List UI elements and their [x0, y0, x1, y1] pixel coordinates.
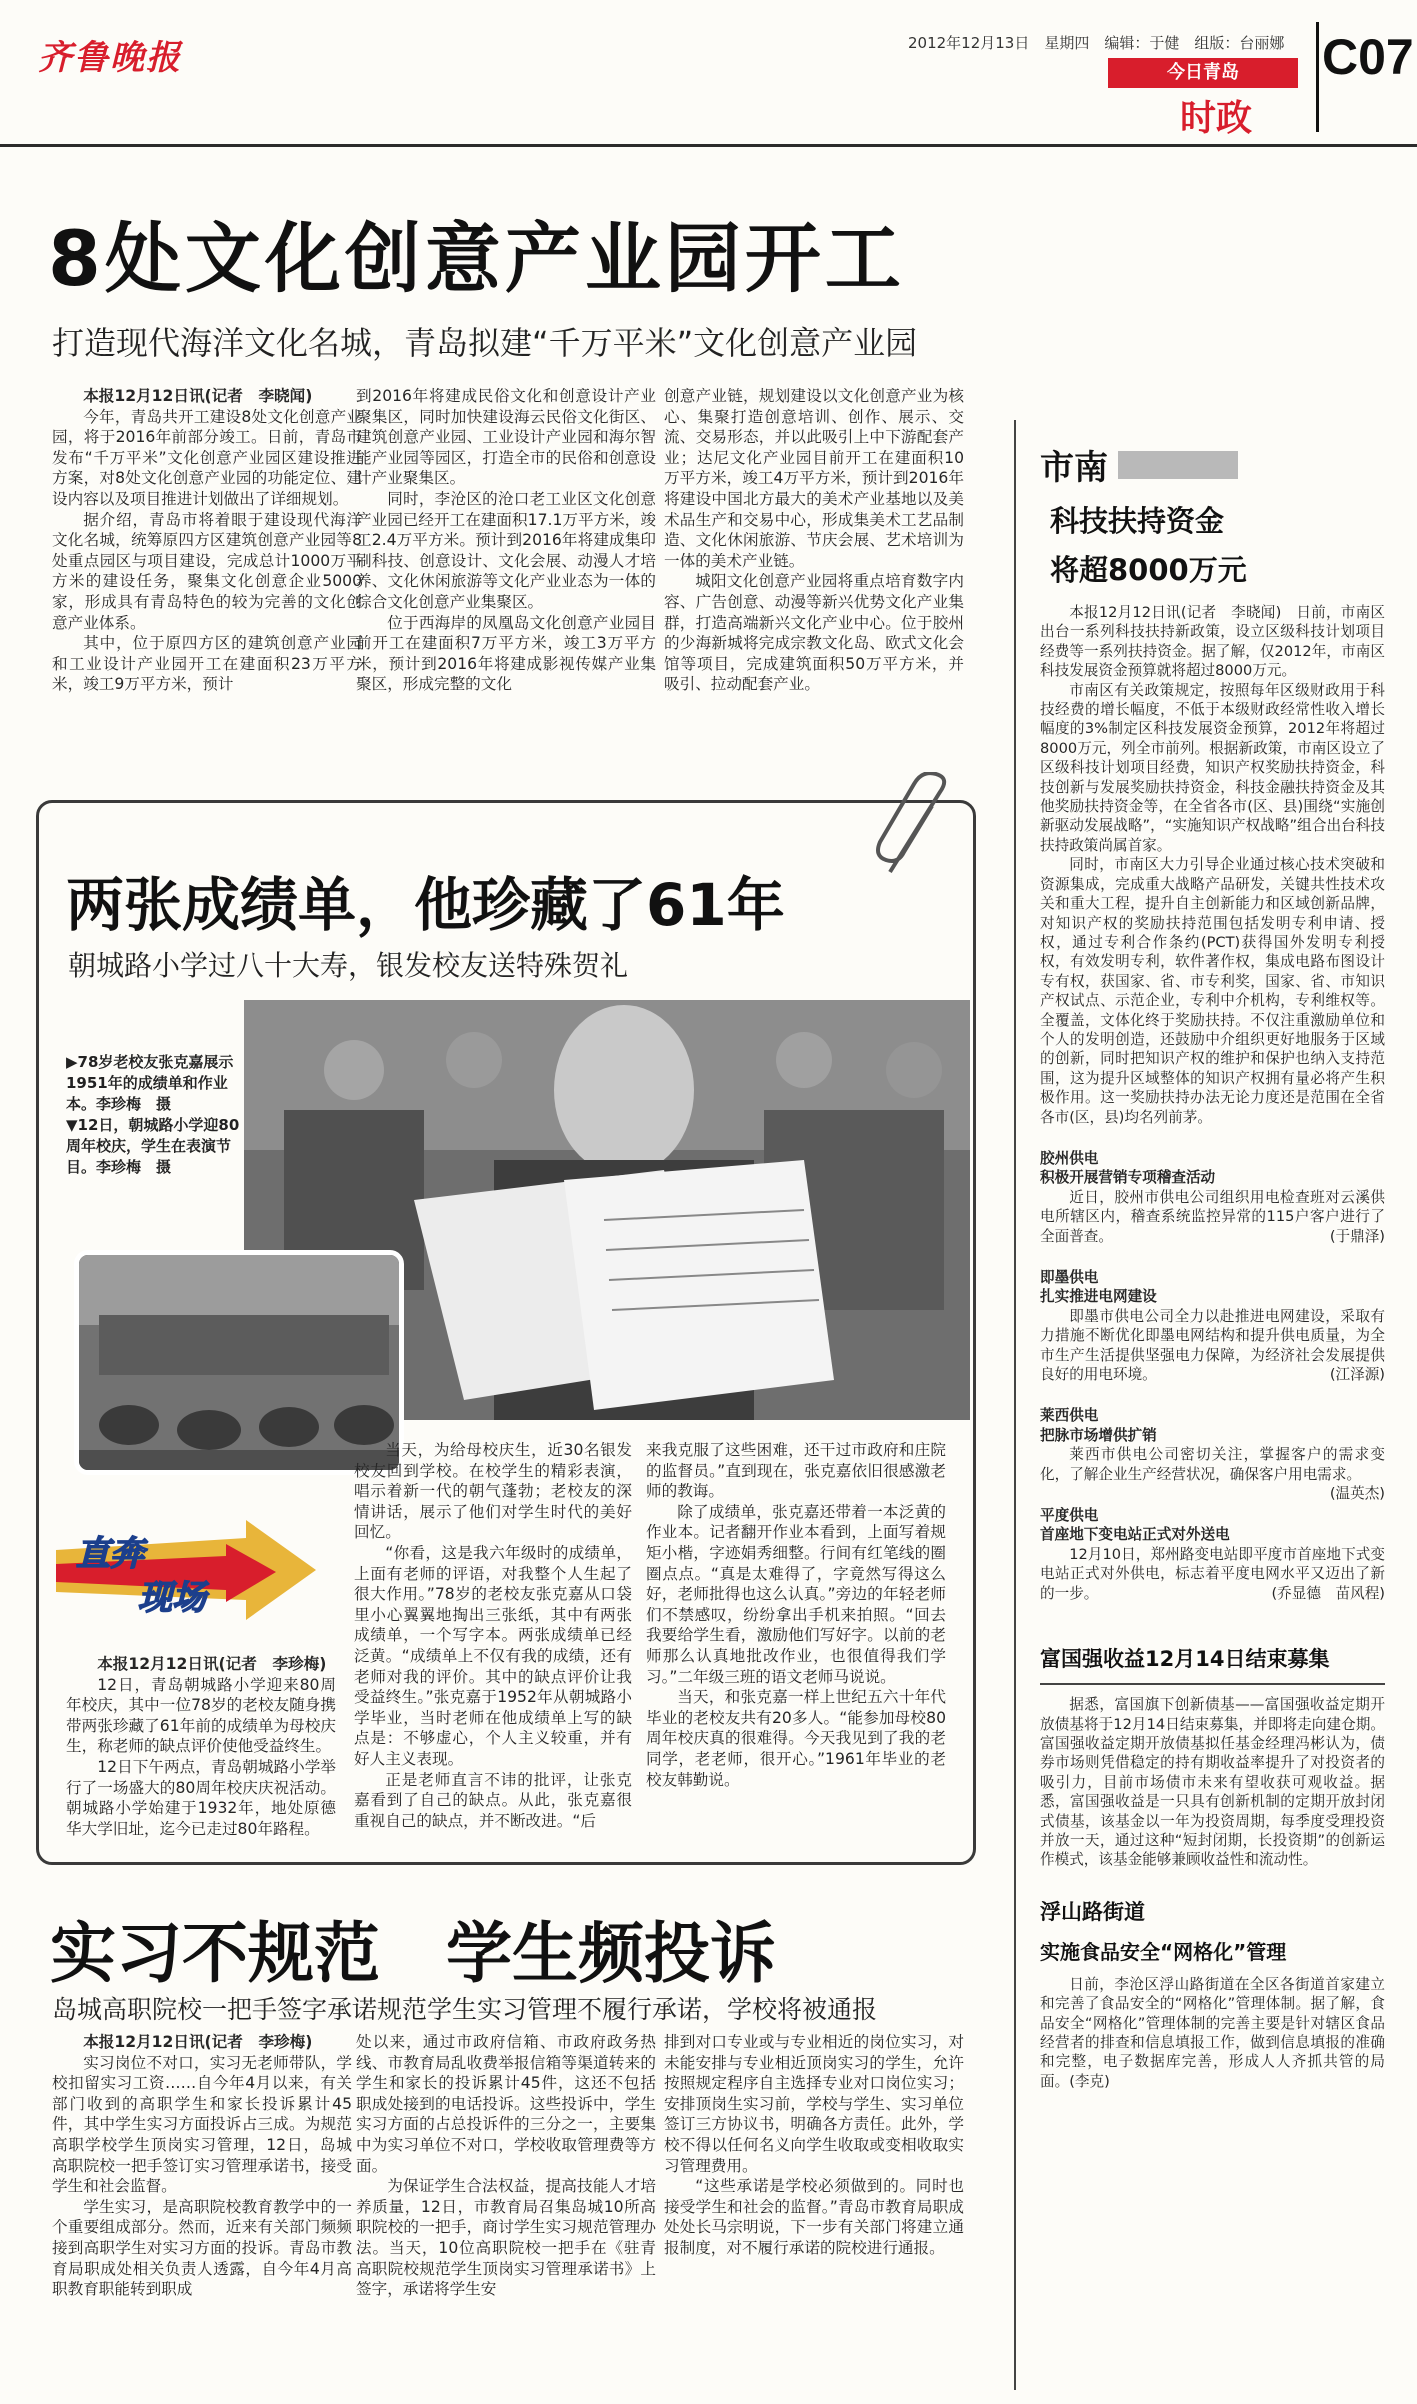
tech-title-1: 科技扶持资金 — [1050, 504, 1225, 538]
lead-col-1: 本报12月12日讯(记者 李晓闻) 今年，青岛共开工建设8处文化创意产业园，将于2016年前部分竣工。日前，青岛市发布“千万平米”文化创意产业园区建设推进方案，对8处文化创意产业园的功能定位、建设内容以及项目推进计划做出了详细规划。 据介绍，青岛市将着眼于建设现代海洋文化名城，统筹原四方区建筑创意产业园等8处重点园区与项目建设，完成总计1000万平方米的建设任务，聚集文化创意企业5000家，形成具有青岛特色的较为完善的文化创意产业体系。 其中，位于原四方区的建筑创意产业园和工业设计产业园开工在建面积23万平方米，竣工9万平方米，预计 — [52, 387, 362, 694]
tech-title-2: 将超8000万元 — [1050, 553, 1247, 587]
power-brief-jimo: 即墨供电 扎实推进电网建设 即墨市供电公司全力以赴推进电网建设，采取有力措施不断优化即墨电网结构和提升供电质量，为全市生产生活提供坚强电力保障，为经济社会发展提供良好的用电环境。 (江泽源) — [1040, 1269, 1385, 1384]
section-name: 时政 — [1180, 98, 1253, 139]
intern-headline: 实习不规范 学生频投诉 — [50, 1915, 776, 1992]
feature-col-2: 当天，为给母校庆生，近30名银发校友回到学校。在校学生的精彩表演，唱示着新一代的朝气蓬勃；老校友的深情讲话，展示了他们对学生时代的美好回忆。 “你看，这是我六年级时的成绩单，上面有老师的评语，对我整个人生起了很大作用。”78岁的老校友张克嘉从口袋里小心翼翼地掏出三张纸，其中有两张成绩单，一个写字本。两张成绩单已经泛黄。“成绩单上不仅有我的成绩，还有老师对我的评价。其中的缺点评价让我受益终生。”张克嘉于1952年从朝城路小学毕业，当时老师在他成绩单上写的缺点是：不够虚心，个人主义较重，并有好人主义表现。 正是老师直言不讳的批评，让张克嘉看到了自己的缺点。从此，张克嘉很重视自己的缺点，并不断改进。“后 — [354, 1441, 632, 1830]
feature-subtitle: 朝城路小学过八十大寿，银发校友送特殊贺礼 — [68, 949, 629, 982]
masthead-divider — [1316, 22, 1319, 132]
kicker-bar — [1118, 451, 1238, 479]
intern-col-3: 排到对口专业或与专业相近的岗位实习，对未能安排与专业相近顶岗实习的学生，允许按照规定程序自主选择专业对口岗位实习；安排顶岗生实习前，学校与学生、实习单位签订三方协议书，明确各方责任。此外，学校不得以任何名义向学生收取或变相收取实习管理费用。 “这些承诺是学校必须做到的。同时也接受学生和社会的监督。”青岛市教育局职成处处长马宗明说，下一步有关部门将建立通报制度，对不履行承诺的院校进行通报。 — [664, 2033, 964, 2257]
issue-info: 2012年12月13日 星期四 编辑：于健 组版：台丽娜 — [908, 34, 1285, 52]
feature-headline: 两张成绩单，他珍藏了61年 — [66, 871, 785, 939]
on-scene-badge — [56, 1520, 316, 1630]
feature-col-3: 来我克服了这些困难，还干过市政府和庄院的监督员。”直到现在，张克嘉依旧很感激老师的教诲。 除了成绩单，张克嘉还带着一本泛黄的作业本。记者翻开作业本看到，上面写着规矩小楷，字迹娟秀细整。行间有红笔线的圈圈点点。“真是太难得了，字竟然写得这么好，老师批得也这么认真。”旁边的年轻老师们不禁感叹，纷纷拿出手机来拍照。“回去我要给学生看，激励他们写好字。以前的老师那么认真地批改作业，也很值得我们学习。”二年级三班的语文老师马说说。 当天，和张克嘉一样上世纪五六十年代毕业的老校友共有20多人。“能参加母校80周年校庆真的很难得。今天我见到了我的老同学，老老师，很开心。”1961年毕业的老校友韩勤说。 — [646, 1441, 946, 1789]
badge-text-bottom: 现场 — [138, 1578, 206, 1618]
sidebar-divider — [1014, 420, 1016, 2390]
fushan-story: 浮山路街道 实施食品安全“网格化”管理 日前，李沧区浮山路街道在全区各街道首家建立和完善了食品安全的“网格化”管理体制。据了解，食品安全“网格化”管理体制的完善主要是针对辖区食品经营者的排查和信息填报工作，做到信息填报的准确和完整，电子数据库完善，形成人人齐抓共管的局面。(李克) — [1040, 1896, 1385, 2091]
lead-subtitle: 打造现代海洋文化名城，青岛拟建“千万平米”文化创意产业园 — [52, 324, 918, 362]
fushan-sub: 实施食品安全“网格化”管理 — [1040, 1939, 1287, 1964]
intern-col-1: 本报12月12日讯(记者 李珍梅) 实习岗位不对口，实习无老师带队，学校扣留实习工资……自今年4月以来，有关部门收到的高职学生和家长投诉累计45件，其中学生实习方面投诉占三成。为规范高职学校学生顶岗实习管理，12日，岛城高职院校一把手签订实习管理承诺书，接受学生和社会监督。 学生实习，是高职院校教育教学中的一个重要组成部分。然而，近来有关部门频频接到高职学生对实习方面的投诉。青岛市教育局职成处相关负责人透露，自今年4月高职教育职能转到职成 — [52, 2033, 352, 2299]
lead-col-2: 到2016年将建成民俗文化和创意设计产业聚集区，同时加快建设海云民俗文化街区、建筑创意产业园、工业设计产业园和海尔智能产业园等园区，打造全市的民俗和创意设计产业聚集区。 同时，李沧区的沧口老工业区文化创意产业园已经开工在建面积17.1万平方米，竣工2.4万平方米。预计到2016年将建成集印刷科技、创意设计、文化会展、动漫人才培养、文化休闲旅游等文化产业业态为一体的综合文化创意产业集聚区。 位于西海岸的凤凰岛文化创意产业园目前开工在建面积7万平方米，竣工3万平方米，预计到2016年将建成影视传媒产业集聚区，形成完整的文化 — [356, 387, 656, 694]
masthead-rule — [0, 144, 1417, 147]
fund-rule — [1040, 1683, 1385, 1685]
lead-byline: 本报12月12日讯(记者 李晓闻) — [83, 387, 313, 405]
power-brief-jiaozhou: 胶州供电 积极开展营销专项稽查活动 近日，胶州市供电公司组织用电检查班对云溪供电所辖区内，稽查系统监控异常的115户客户进行了全面普查。 (于鼎泽) — [1040, 1149, 1385, 1245]
photo-caption: ▶78岁老校友张克嘉展示1951年的成绩单和作业本。李珍梅 摄 ▼12日，朝城路小学迎80周年校庆，学生在表演节目。李珍梅 摄 — [66, 1053, 240, 1176]
fushan-head: 浮山路街道 — [1040, 1899, 1145, 1924]
newspaper-logo: 齐鲁晚报 — [38, 38, 182, 78]
lead-headline: 8处文化创意产业园开工 — [48, 214, 905, 303]
page-number: C07 — [1322, 29, 1414, 85]
tech-fund-story: 市南 科技扶持资金 将超8000万元 本报12月12日讯(记者 李晓闻) 日前，市南区出台一系列科技扶持新政策，设立区级科技计划项目经费等一系列扶持资金。据了解，仅2012年，市南区科技发展资金预算就将超过8000万元。 市南区有关政策规定，按照每年区级财政用于科技经费的增长幅度，不低于本级财政经常性收入增长幅度的3%制定区科技发展资金预算，2012年将超过8000万元，列全市前列。根据新政策，市南区设立了区级科技计划项目经费，知识产权奖励扶持资金，科技创新与发展奖励扶持资金，科技金融扶持资金及其他奖励扶持资金等，在全省各市(区、县)围绕“实施创新驱动发展战略”，“实施知识产权战略”组合出台科技扶持政策尚属首家。 同时，市南区大力引导企业通过核心技术突破和资源集成，完成重大战略产品研发，关键共性技术攻关和重大工程，提升自主创新能力和区域创新品牌，对知识产权的奖励扶持范围包括发明专利申请、授权，通过专利合作条约(PCT)获得国外发明专利授权，有效发明专利，软件著作权，集成电路布图设计专有权，获国家、省、市专利奖，国家、省、市知识产权试点、示范企业，专利中介机构，专利维权等。全覆盖，文体化终于奖励扶持。不仅注重激励单位和个人的发明创造，还鼓励中介组织更好地服务于区域的创新，同时把知识产权的维护和保护也纳入支持范围，这为提升区域整体的知识产权拥有量必将产生积极作用。这一奖励扶持办法无论力度还是范围在全省各市(区，县)均名列前茅。 — [1040, 440, 1385, 1127]
intern-byline: 本报12月12日讯(记者 李珍梅) — [83, 2033, 313, 2051]
intern-col-2: 处以来，通过市政府信箱、市政府政务热线、市教育局乱收费举报信箱等渠道转来的学生和家长的投诉累计45件，这还不包括职成处接到的电话投诉。这些投诉中，学生实习方面的占总投诉件的三分之一，主要集中为实习单位不对口，学校收取管理费等方面。 为保证学生合法权益，提高技能人才培养质量，12日，市教育局召集岛城10所高职院校的一把手，商讨学生实习规范管理办法。当天，10位高职院校一把手在《驻青高职院校规范学生顶岗实习管理承诺书》上签字，承诺将学生安 — [356, 2033, 656, 2299]
masthead — [0, 0, 1417, 140]
fund-title: 富国强收益12月14日结束募集 — [1040, 1647, 1330, 1672]
intern-subtitle: 岛城高职院校一把手签字承诺规范学生实习管理不履行承诺，学校将被通报 — [52, 1995, 878, 2024]
feature-byline: 本报12月12日讯(记者 李珍梅) — [97, 1655, 327, 1673]
lead-col-3: 创意产业链，规划建设以文化创意产业为核心、集聚打造创意培训、创作、展示、交流、交易形态，并以此吸引上中下游配套产业；达尼文化产业园目前开工在建面积10万平方米，竣工4万平方米，预计到2016年将建设中国北方最大的美术产业基地以及美术品生产和交易中心，形成集美术工艺品制造、文化休闲旅游、节庆会展、艺术培训为一体的美术产业链。 城阳文化创意产业园将重点培育数字内容、广告创意、动漫等新兴优势文化产业集群，打造高端新兴文化产业中心。位于胶州的少海新城将完成宗教文化岛、欧式文化会馆等项目，完成建筑面积50万平方米，并吸引、拉动配套产业。 — [664, 387, 964, 694]
feature-col-1: 本报12月12日讯(记者 李珍梅) 12日，青岛朝城路小学迎来80周年校庆，其中一位78岁的老校友随身携带两张珍藏了61年前的成绩单为母校庆生，称老师的缺点评价使他受益终生。 12日下午两点，青岛朝城路小学举行了一场盛大的80周年校庆庆祝活动。朝城路小学始建于1932年，地处原德华大学旧址，迄今已走过80年路程。 — [66, 1655, 336, 1838]
fund-story: 富国强收益12月14日结束募集 据悉，富国旗下创新债基——富国强收益定期开放债基将于12月14日结束募集，并即将走向建仓期。富国强收益定期开放债基拟任基金经理冯彬认为，债券市场则凭借稳定的持有期收益率提升了对投资者的吸引力，目前市场债市未来有望收获可观收益。据悉，富国强收益是一只具有创新机制的定期开放封闭式债基，该基金以一年为投资周期，每季度受理投资并放一天，通过这种“短封闭期，长投资期”的创新运作模式，该基金能够兼顾收益性和流动性。 — [1040, 1643, 1385, 1870]
power-brief-pingdu: 平度供电 首座地下变电站正式对外送电 12月10日，郑州路变电站即平度市首座地下式变电站正式对外供电，标志着平度电网水平又迈出了新的一步。 (乔显德 苗风程) — [1040, 1507, 1385, 1602]
tech-kicker: 市南 — [1040, 440, 1385, 489]
sidebar — [1040, 440, 1385, 2091]
badge-text-top: 直奔 — [76, 1534, 144, 1574]
power-brief-laixi: 莱西供电 把脉市场增供扩销 莱西市供电公司密切关注，掌握客户的需求变化，了解企业生产经营状况，确保客户用电需求。 (温英杰) — [1040, 1407, 1385, 1503]
paperclip-icon — [870, 772, 960, 882]
section-tag: 今日青岛 — [1108, 58, 1298, 88]
